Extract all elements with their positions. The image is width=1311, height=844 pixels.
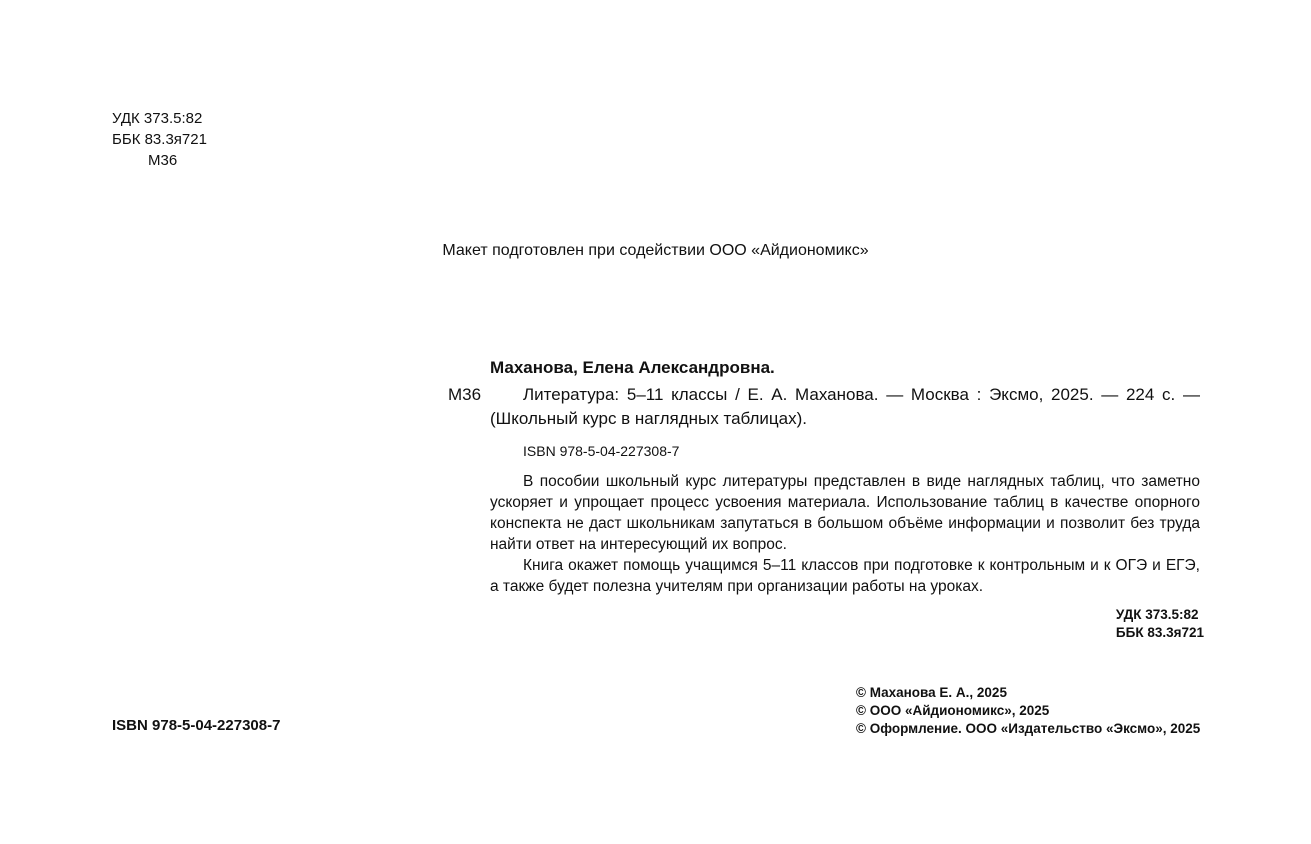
copyright-block [856,684,1200,738]
copyright-line: © ООО «Айдиономикс», 2025 [856,703,1050,718]
annotation-paragraph-1: В пособии школьный курс литературы представлен в виде наглядных таблиц, что заметно ускоряет и упрощает процесс усвоения материала. Использование таблиц в качестве опорного конспекта не даст школьникам запутаться в большом объёме информации и позволит без труда найти ответ на интересующий их вопрос. [490,473,1200,553]
isbn-bottom: ISBN 978-5-04-227308-7 [112,717,281,734]
prepared-note: Макет подготовлен при содействии ООО «Айдиономикс» [442,242,869,259]
udk-code-right: УДК 373.5:82 [1115,607,1199,622]
bbk-code-right: ББК 83.3я721 [1115,625,1204,640]
copyright-line: © Маханова Е. А., 2025 [856,685,1007,700]
author-mark: М36 [148,152,178,169]
bbk-code: ББК 83.3я721 [112,131,207,148]
catalog-record [490,356,1200,597]
record-annotation [490,471,1200,597]
udk-code: УДК 373.5:82 [112,110,203,127]
record-author: Маханова, Елена Александровна. [490,358,775,377]
annotation-paragraph-2: Книга окажет помощь учащимся 5–11 классов при подготовке к контрольным и к ОГЭ и ЕГЭ, а также будет полезна учителям при организации работы на уроках. [490,557,1200,595]
record-isbn: ISBN 978-5-04-227308-7 [523,443,680,459]
author-mark-side: М36 [448,385,482,404]
record-description: Литература: 5–11 классы / Е. А. Маханова. — Москва : Эксмо, 2025. — 224 с. — (Школьный курс в наглядных таблицах). [490,385,1200,428]
classification-block-top-left [112,108,207,171]
classification-block-right [1116,606,1204,642]
copyright-line: © Оформление. ООО «Издательство «Эксмо», 2025 [856,721,1201,736]
